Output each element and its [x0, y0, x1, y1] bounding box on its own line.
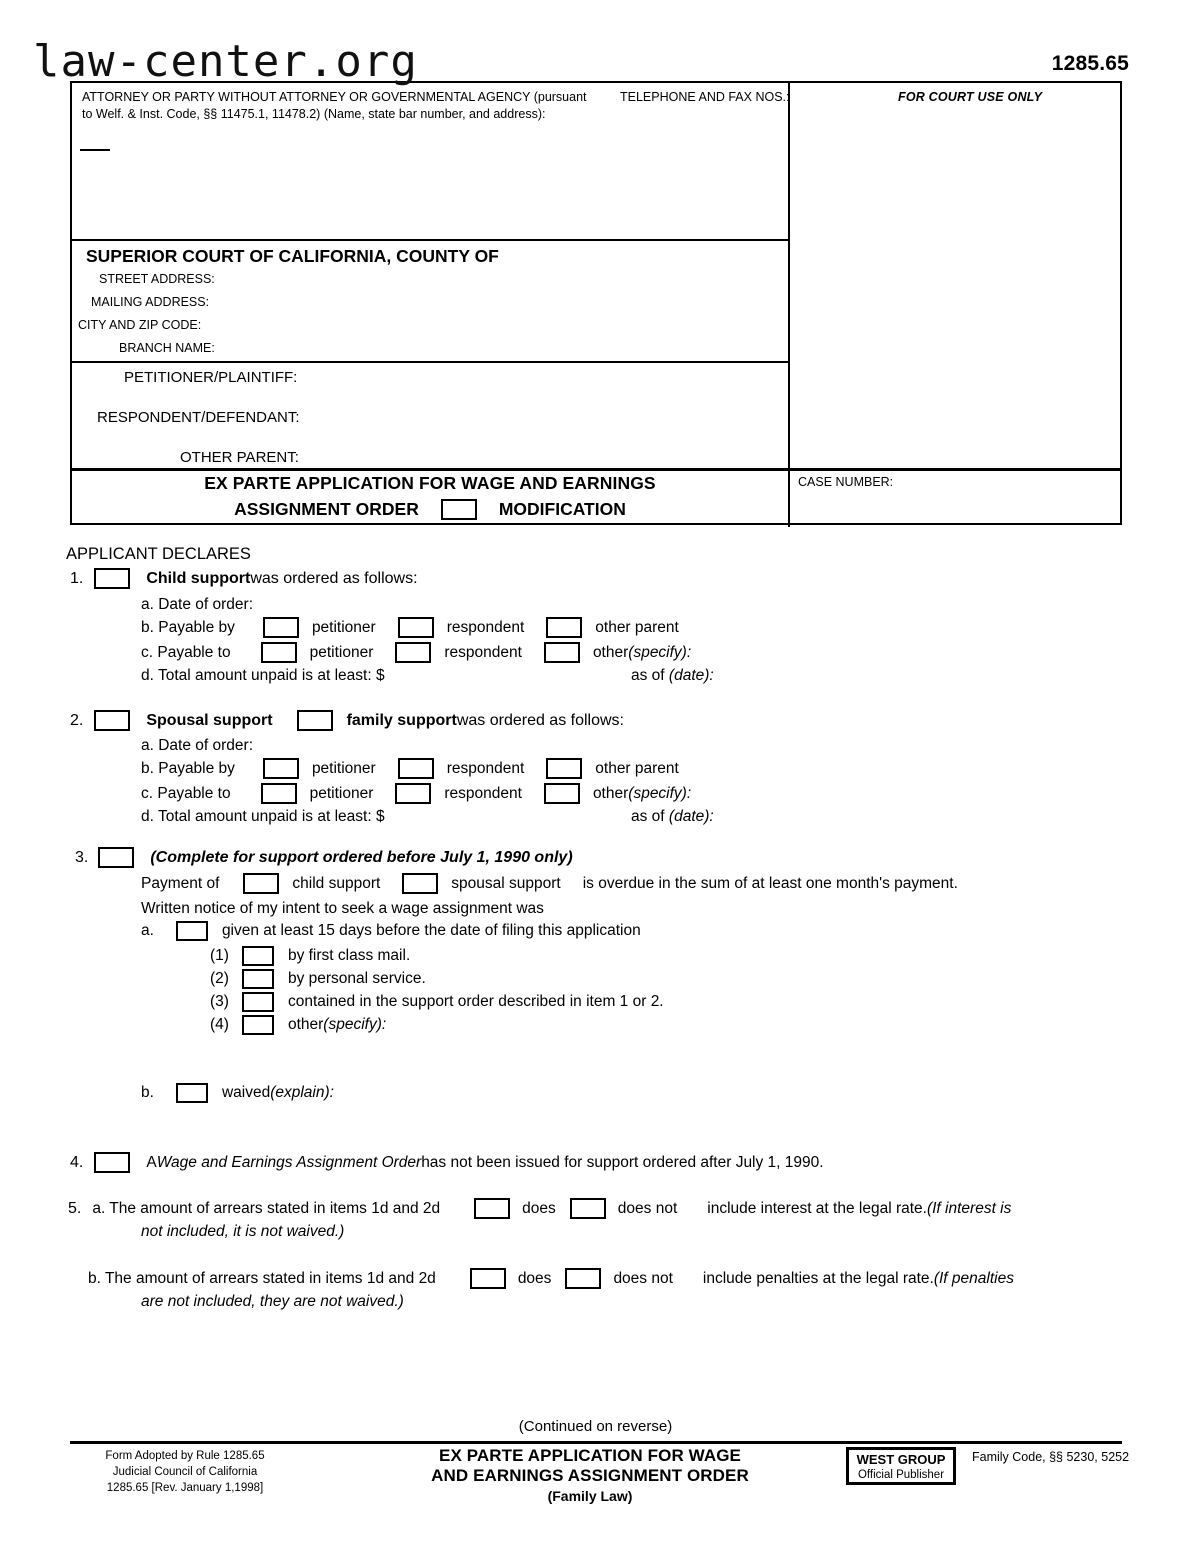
- item-5b-tail: include penalties at the legal rate.: [702, 1269, 934, 1287]
- item-3-payment-row: [141, 873, 958, 894]
- attorney-signature-tick: [80, 149, 110, 151]
- other-parent-label: OTHER PARENT:: [180, 449, 299, 466]
- item-1b-respondent-checkbox[interactable]: [398, 617, 434, 638]
- item-2c-respondent-label: respondent: [444, 784, 522, 802]
- west-group-name: WEST GROUP: [856, 1452, 946, 1467]
- item-3-sub-1-checkbox[interactable]: [242, 946, 274, 966]
- item-3-sub-1-text: by first class mail.: [287, 947, 411, 964]
- item-5a-does-label: does: [522, 1199, 556, 1217]
- footer-title-line3: (Family Law): [547, 1488, 633, 1504]
- superior-court-heading: SUPERIOR COURT OF CALIFORNIA, COUNTY OF: [86, 246, 499, 266]
- item-3a-row: [141, 921, 641, 941]
- item-3-sub-2-row: [210, 969, 426, 989]
- item-3-payment-of-label: Payment of: [141, 874, 220, 892]
- item-2b-row: [141, 758, 679, 779]
- city-zip-label: CITY AND ZIP CODE:: [78, 318, 202, 332]
- item-3-sub-3-number: (3): [210, 993, 229, 1010]
- form-title-line2: [72, 498, 788, 520]
- footer-rule: [70, 1441, 1122, 1444]
- item-2c-respondent-checkbox[interactable]: [395, 783, 431, 804]
- item-3b-label: b.: [141, 1084, 154, 1101]
- footer-title-line2: AND EARNINGS ASSIGNMENT ORDER: [431, 1466, 749, 1485]
- item-5b-label: b. The amount of arrears stated in items 1d and 2d: [88, 1269, 436, 1287]
- item-2-heading-row: [70, 710, 624, 731]
- footer-adoption-line2: Judicial Council of California: [112, 1466, 258, 1478]
- item-5a-tail-italic-2: not included, it is not waived.): [141, 1223, 345, 1240]
- footer-title-block: [330, 1446, 850, 1504]
- item-5a-does-not-label: does not: [617, 1199, 678, 1217]
- caption-divider-1: [72, 239, 790, 241]
- item-1-bold-label: Child support: [146, 569, 251, 587]
- item-3-sub-2-number: (2): [210, 970, 229, 987]
- modification-checkbox[interactable]: [441, 499, 477, 520]
- item-1b-petitioner-checkbox[interactable]: [263, 617, 299, 638]
- respondent-label: RESPONDENT/DEFENDANT:: [97, 409, 300, 426]
- item-1d-label: d. Total amount unpaid is at least: $: [141, 667, 385, 684]
- item-4-row: [70, 1152, 824, 1173]
- footer-adoption-line1: Form Adopted by Rule 1285.65: [105, 1450, 265, 1462]
- item-3a-label: a.: [141, 922, 154, 939]
- item-5-number: 5.: [68, 1199, 82, 1217]
- form-title-line1: EX PARTE APPLICATION FOR WAGE AND EARNINGS: [204, 473, 656, 493]
- branch-name-label: BRANCH NAME:: [119, 341, 215, 355]
- item-1-checkbox[interactable]: [94, 568, 130, 589]
- item-2-family-label: family support: [346, 711, 457, 729]
- item-1-lead-text: was ordered as follows:: [250, 569, 418, 587]
- item-2c-petitioner-checkbox[interactable]: [261, 783, 297, 804]
- item-2d-asof-plain: as of: [631, 808, 669, 825]
- item-5a-does-checkbox[interactable]: [474, 1198, 510, 1219]
- item-5a-does-not-checkbox[interactable]: [570, 1198, 606, 1219]
- telephone-fax-label: TELEPHONE AND FAX NOS.:: [620, 90, 790, 104]
- item-2-lead-text: was ordered as follows:: [456, 711, 624, 729]
- item-3b-row: [141, 1083, 334, 1103]
- item-3-sub-2-checkbox[interactable]: [242, 969, 274, 989]
- item-3-sub-4-text: other: [287, 1016, 324, 1033]
- item-1c-petitioner-label: petitioner: [309, 643, 374, 661]
- item-2c-other-specify: (specify):: [628, 784, 692, 802]
- item-1-heading-row: [70, 568, 418, 589]
- item-2b-label: b. Payable by: [141, 759, 235, 777]
- item-3-sub-1-row: [210, 946, 410, 966]
- item-5b-tail-italic-1: (If penalties: [933, 1269, 1014, 1287]
- item-1c-respondent-label: respondent: [444, 643, 522, 661]
- item-4-checkbox[interactable]: [94, 1152, 130, 1173]
- item-2b-respondent-label: respondent: [446, 759, 525, 777]
- item-2-spousal-checkbox[interactable]: [94, 710, 130, 731]
- item-4-number: 4.: [70, 1153, 84, 1171]
- item-5b-does-not-label: does not: [613, 1269, 673, 1287]
- footer-adoption-line3: 1285.65 [Rev. January 1,1998]: [106, 1482, 264, 1494]
- item-1d-asof: [631, 667, 714, 685]
- item-3a-checkbox[interactable]: [176, 921, 208, 941]
- item-2d-label: d. Total amount unpaid is at least: $: [141, 808, 385, 825]
- site-brand-watermark: law-center.org: [33, 36, 418, 87]
- street-address-label: STREET ADDRESS:: [99, 272, 215, 286]
- item-5a-label: a. The amount of arrears stated in items 1d and 2d: [92, 1199, 441, 1217]
- item-1c-respondent-checkbox[interactable]: [395, 642, 431, 663]
- item-1b-label: b. Payable by: [141, 618, 235, 636]
- item-5a-row: [68, 1198, 1011, 1219]
- item-3-sub-4-row: [210, 1015, 386, 1035]
- item-1c-label: c. Payable to: [141, 643, 231, 661]
- item-4-text-italic: Wage and Earnings Assignment Order: [156, 1153, 422, 1171]
- item-3-child-support-checkbox[interactable]: [243, 873, 279, 894]
- item-2b-other-parent-checkbox[interactable]: [546, 758, 582, 779]
- west-group-logo: [846, 1447, 956, 1485]
- item-3-checkbox[interactable]: [98, 847, 134, 868]
- item-2a-label: a. Date of order:: [141, 737, 254, 754]
- item-5a-tail: include interest at the legal rate.: [707, 1199, 927, 1217]
- item-5a-tail-italic-1: (If interest is: [926, 1199, 1012, 1217]
- item-1b-other-parent-label: other parent: [595, 618, 679, 636]
- item-3-sub-3-checkbox[interactable]: [242, 992, 274, 1012]
- item-1c-other-checkbox[interactable]: [544, 642, 580, 663]
- item-1c-other-label: other: [592, 643, 629, 661]
- item-3-heading-row: [75, 847, 573, 868]
- item-1d-asof-italic: (date):: [668, 667, 714, 684]
- item-5b-does-label: does: [517, 1269, 552, 1287]
- item-3-sub-1-number: (1): [210, 947, 229, 964]
- item-1b-respondent-label: respondent: [446, 618, 525, 636]
- item-3b-checkbox[interactable]: [176, 1083, 208, 1103]
- item-1a-label: a. Date of order:: [141, 596, 254, 613]
- attorney-label-line2-italic: (Name, state bar number, and address):: [323, 107, 546, 121]
- item-3-sub-2-text: by personal service.: [287, 970, 426, 987]
- mailing-address-label: MAILING ADDRESS:: [91, 295, 210, 309]
- item-2b-petitioner-checkbox[interactable]: [263, 758, 299, 779]
- caption-box: [70, 81, 1122, 525]
- item-3-sub-3-text: contained in the support order described in item 1 or 2.: [287, 993, 664, 1010]
- form-number: 1285.65: [1051, 52, 1129, 75]
- attorney-label-line2-plain: to Welf. & Inst. Code, §§ 11475.1, 11478.2): [82, 107, 324, 121]
- family-code-reference: Family Code, §§ 5230, 5252: [972, 1450, 1130, 1464]
- item-2-number: 2.: [70, 711, 84, 729]
- continued-on-reverse: (Continued on reverse): [518, 1418, 673, 1435]
- item-2-spousal-label: Spousal support: [146, 711, 273, 729]
- item-2b-respondent-checkbox[interactable]: [398, 758, 434, 779]
- item-2-family-checkbox[interactable]: [297, 710, 333, 731]
- item-3-spousal-support-checkbox[interactable]: [402, 873, 438, 894]
- item-4-text-b: has not been issued for support ordered after July 1, 1990.: [421, 1153, 824, 1171]
- item-2c-petitioner-label: petitioner: [309, 784, 374, 802]
- item-3b-explain: (explain):: [270, 1084, 334, 1101]
- item-2c-row: [141, 783, 691, 804]
- applicant-declares-heading: APPLICANT DECLARES: [66, 545, 251, 563]
- item-1c-row: [141, 642, 691, 663]
- attorney-label-line2: [82, 107, 545, 122]
- item-3-spousal-support-label: spousal support: [451, 874, 561, 892]
- item-1b-other-parent-checkbox[interactable]: [546, 617, 582, 638]
- west-group-subtitle: Official Publisher: [857, 1469, 945, 1481]
- item-3-written-notice-text: Written notice of my intent to seek a wage assignment was: [141, 900, 544, 917]
- item-3a-text: given at least 15 days before the date of filing this application: [221, 922, 641, 939]
- item-3-overdue-text: is overdue in the sum of at least one month's payment.: [582, 874, 958, 892]
- item-3-sub-4-checkbox[interactable]: [242, 1015, 274, 1035]
- item-5b-does-checkbox[interactable]: [470, 1268, 506, 1289]
- caption-divider-2: [72, 361, 790, 363]
- item-1b-row: [141, 617, 679, 638]
- caption-vertical-divider: [788, 83, 790, 527]
- item-1c-petitioner-checkbox[interactable]: [261, 642, 297, 663]
- case-number-label: CASE NUMBER:: [798, 475, 894, 489]
- footer-adoption-info: [70, 1448, 300, 1496]
- item-3-number: 3.: [75, 848, 89, 866]
- item-3-heading-text: (Complete for support ordered before July 1, 1990 only): [150, 848, 573, 866]
- item-2c-other-label: other: [592, 784, 629, 802]
- for-court-use-only-label: FOR COURT USE ONLY: [898, 90, 1043, 104]
- form-title-modification: MODIFICATION: [498, 498, 626, 519]
- item-5b-does-not-checkbox[interactable]: [565, 1268, 601, 1289]
- form-title-block: [72, 471, 788, 525]
- item-5b-tail-italic-2: are not included, they are not waived.): [141, 1293, 404, 1310]
- item-5b-row: [88, 1268, 1014, 1289]
- item-2b-petitioner-label: petitioner: [311, 759, 376, 777]
- item-3-sub-3-row: [210, 992, 664, 1012]
- item-3-sub-4-number: (4): [210, 1016, 229, 1033]
- item-2b-other-parent-label: other parent: [595, 759, 679, 777]
- petitioner-label: PETITIONER/PLAINTIFF:: [124, 369, 298, 386]
- item-2c-label: c. Payable to: [141, 784, 231, 802]
- item-2d-asof-italic: (date):: [668, 808, 714, 825]
- item-3b-text: waived: [221, 1084, 271, 1101]
- item-1d-asof-plain: as of: [631, 667, 669, 684]
- form-title-assignment-order: ASSIGNMENT ORDER: [234, 498, 419, 519]
- west-group-logo-inner: [848, 1449, 954, 1483]
- item-1-number: 1.: [70, 569, 84, 587]
- item-3-child-support-label: child support: [292, 874, 381, 892]
- item-3-sub-4-specify: (specify):: [323, 1016, 387, 1033]
- item-2c-other-checkbox[interactable]: [544, 783, 580, 804]
- item-1c-other-specify: (specify):: [628, 643, 692, 661]
- item-1b-petitioner-label: petitioner: [311, 618, 376, 636]
- attorney-label-line1: ATTORNEY OR PARTY WITHOUT ATTORNEY OR GOVERNMENTAL AGENCY (pursuant: [82, 90, 587, 104]
- item-4-text-a: A: [146, 1153, 157, 1171]
- footer-title-line1: EX PARTE APPLICATION FOR WAGE: [439, 1446, 741, 1465]
- item-2d-asof: [631, 808, 714, 826]
